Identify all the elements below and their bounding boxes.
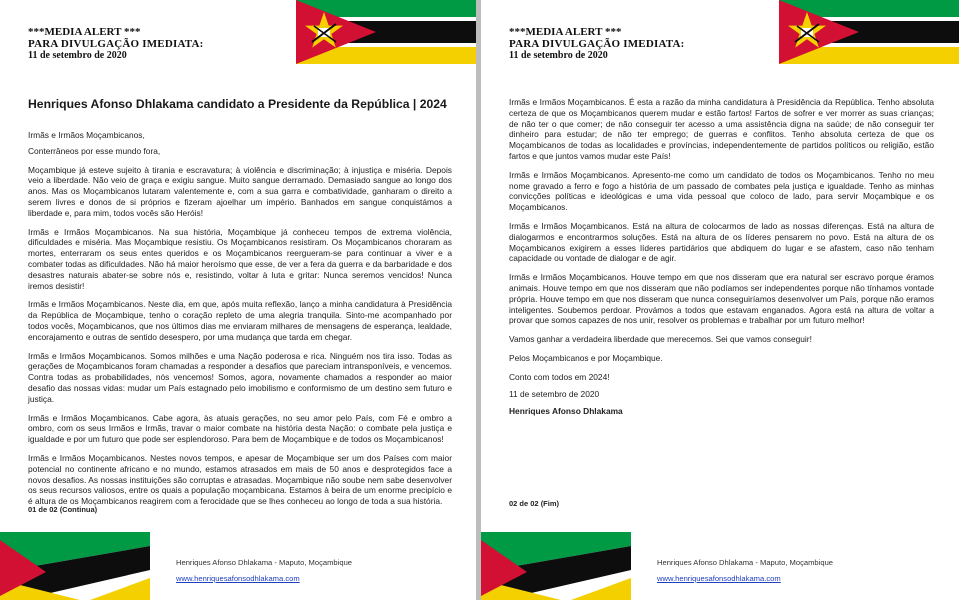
immediate-release-label: PARA DIVULGAÇÃO IMEDIATA: — [509, 38, 685, 50]
media-alert-header — [509, 26, 685, 62]
mozambique-flag-image — [779, 0, 959, 64]
letter-body-page-1 — [28, 130, 452, 515]
footer-author: Henriques Afonso Dhlakama - Maputo, Moçambique — [657, 558, 834, 567]
paragraph: Irmãs e Irmãos Moçambicanos. Está na altura de colocarmos de lado as nossas diferenças. Está na altura de dialogarmos e encontrarmos soluções. Está na altura de os líderes pensarem no povo. Está na altura de os Moçambicanos exigirem a esses líderes partidários que abdiquem do lugar e se afastem, caso não tenham capacidade ou vontade de dialogar e de agir. — [509, 220, 934, 264]
page-number: 01 de 02 (Continua) — [28, 505, 98, 514]
media-alert-label: ***MEDIA ALERT *** — [509, 26, 622, 38]
mozambique-flag-image — [296, 0, 476, 64]
media-alert-label: ***MEDIA ALERT *** — [28, 26, 141, 38]
signature-name: Henriques Afonso Dhlakama — [509, 406, 623, 416]
greeting: Irmãs e Irmãos Moçambicanos, — [28, 130, 145, 140]
immediate-release-label: PARA DIVULGAÇÃO IMEDIATA: — [28, 38, 204, 50]
paragraph: Pelos Moçambicanos e por Moçambique. — [509, 352, 663, 363]
paragraph: Irmãs e Irmãos Moçambicanos. É esta a razão da minha candidatura à Presidência da República. Tenho absoluta certeza de que os Moçambicanos querem mudar e estão fartos! Fartos de sofrer e ver morrer as suas crianças; de não ter o que comer; de não conseguir ter acesso a uma assistência digna na saúde; de não conseguir ter dinheiro para estudar; de não ter emprego; de guerras e conflitos. Tenho absoluta certeza de que os Moçambicanos de todas as localidades e províncias, independentemente de partidos políticos ou religião, estão fartos e que juntos vamos mudar este País! — [509, 97, 934, 161]
paragraph: Irmãs e Irmãos Moçambicanos. Somos milhões e uma Nação poderosa e rica. Ninguém nos tira isso. Todas as gerações de Moçambicanos foram chamadas a responder a desafios que pareciam intransponíveis, e vencemos. Contra todas as probabilidades, nós vencemos! Somos, agora, novamente chamados a responder ao maior desafio das nossas vidas: mudar um País estagnado pelo imobilismo e conformismo de um destino sem futuro e justiça. — [28, 350, 452, 404]
paragraph: Moçambique já esteve sujeito à tirania e escravatura; à violência e discriminação; à injustiça e miséria. Depois veio a liberdade. Não veio de graça e exigiu sangue. Muito sangue derramado. Demasiado sangue ao longo dos anos. Mas os Moçambicanos lutaram valentemente e, com a sua garra e combatividade, ganharam o direito a serem livres e donos de si próprios e fizeram ajoelhar um império. Banhados em sangue conquistámos a liberdade e, para mim, todos vocês são Heróis! — [28, 164, 452, 218]
footer-website-link[interactable]: www.henriquesafonsodhlakama.com — [657, 574, 781, 583]
release-date: 11 de setembro de 2020 — [509, 50, 608, 61]
paragraph: Irmãs e Irmãos Moçambicanos. Neste dia, em que, após muita reflexão, lanço a minha candidatura à Presidência da República de Moçambique, tenho o coração repleto de uma alegria tranquila. Sinto-me acompanhado por todos vocês, Moçambicanos, que nos últimos dias me enviaram milhares de mensagens de esperança, lealdade, encorajamento e outras de sentido desespero, por uma mudança que tarda em chegar. — [28, 299, 452, 342]
document-page-2 — [481, 0, 959, 600]
page-number: 02 de 02 (Fim) — [509, 499, 560, 508]
paragraph: Irmãs e Irmãos Moçambicanos. Na sua história, Moçambique já conheceu tempos de extrema violência, dificuldades e miséria. Mas Moçambique resistiu. Os Moçambicanos resistiram. Os Moçambicanos choraram as mortes, enterraram os seus entes queridos e os Moçambicanos reergueram-se para continuar a viver e a combater todas as dificuldades. Não há maior heroísmo que esse, de ver a fera da guerra e da barbaridade e dos desastres naturais abater-se sobre nós e, resistindo, voltar à luta e gritar: Nunca seremos vencidos! Nunca iremos desistir! — [28, 226, 452, 291]
document-page-1 — [0, 0, 476, 600]
footer-website-link[interactable]: www.henriquesafonsodhlakama.com — [176, 574, 300, 583]
paragraph: Vamos ganhar a verdadeira liberdade que merecemos. Sei que vamos conseguir! — [509, 334, 812, 345]
paragraph: Irmãs e Irmãos Moçambicanos. Apresento-me como um candidato de todos os Moçambicanos. Tenho no meu nome gravado a ferro e fogo a história de um passado de combates pela justiça e igualdade. Tenho as minhas convicções políticas e ideológicas e uma vida pessoal que coloco de lado, para servir Moçambique e os Moçambicanos. — [509, 169, 934, 213]
mozambique-flag-footer-image — [481, 532, 631, 600]
document-title: Henriques Afonso Dhlakama candidato a Presidente da República | 2024 — [28, 97, 447, 111]
greeting-secondary: Conterrâneos por esse mundo fora, — [28, 145, 161, 156]
paragraph: Conto com todos em 2024! — [509, 371, 610, 382]
footer-author: Henriques Afonso Dhlakama - Maputo, Moçambique — [176, 558, 353, 567]
letter-body-page-2 — [509, 97, 934, 391]
media-alert-header — [28, 26, 204, 62]
release-date: 11 de setembro de 2020 — [28, 50, 127, 61]
paragraph: Irmãs e Irmãos Moçambicanos. Nestes novos tempos, e apesar de Moçambique ser um dos Países com maior potencial no continente africano e no mundo, estamos atrasados em mais de 50 anos e desprotegidos face a novos desafios. As nossas instituições são corruptas e atrasadas. Moçambique não soube nem sabe desenvolver os seus recursos valiosos, entre os quais a população moçambicana. Estamos à beira de um enorme precipício e é altura de os Moçambicanos reagirem com a ferocidade que se lhes conheceu ao longo de toda a sua história. — [28, 452, 452, 507]
paragraph: Irmãs e Irmãos Moçambicanos. Cabe agora, às atuais gerações, no seu amor pelo País, com Fé e ombro a ombro, com os seus Irmãos e Irmãs, travar o maior combate na história desta Nação: o combate pela justiça e igualdade e por um futuro que pode ser esplendoroso. Para bem de Moçambique e de todos os Moçambicanos! — [28, 412, 452, 445]
paragraph: Irmãs e Irmãos Moçambicanos. Houve tempo em que nos disseram que era natural ser escravo porque éramos animais. Houve tempo em que nos disseram que não podíamos ser independentes porque não tínhamos vontade própria. Houve tempo em que nos disseram que nunca conseguiríamos desenvolver um País, porque não eramos inteligentes. Soubemos perdoar. Provámos a todos que estavam enganados. Agora está na altura de voltar a provar que somos capazes de nos unir, resolver os problemas e trabalhar por um futuro melhor! — [509, 272, 934, 326]
mozambique-flag-footer-image — [0, 532, 150, 600]
signature-date: 11 de setembro de 2020 — [509, 389, 600, 399]
